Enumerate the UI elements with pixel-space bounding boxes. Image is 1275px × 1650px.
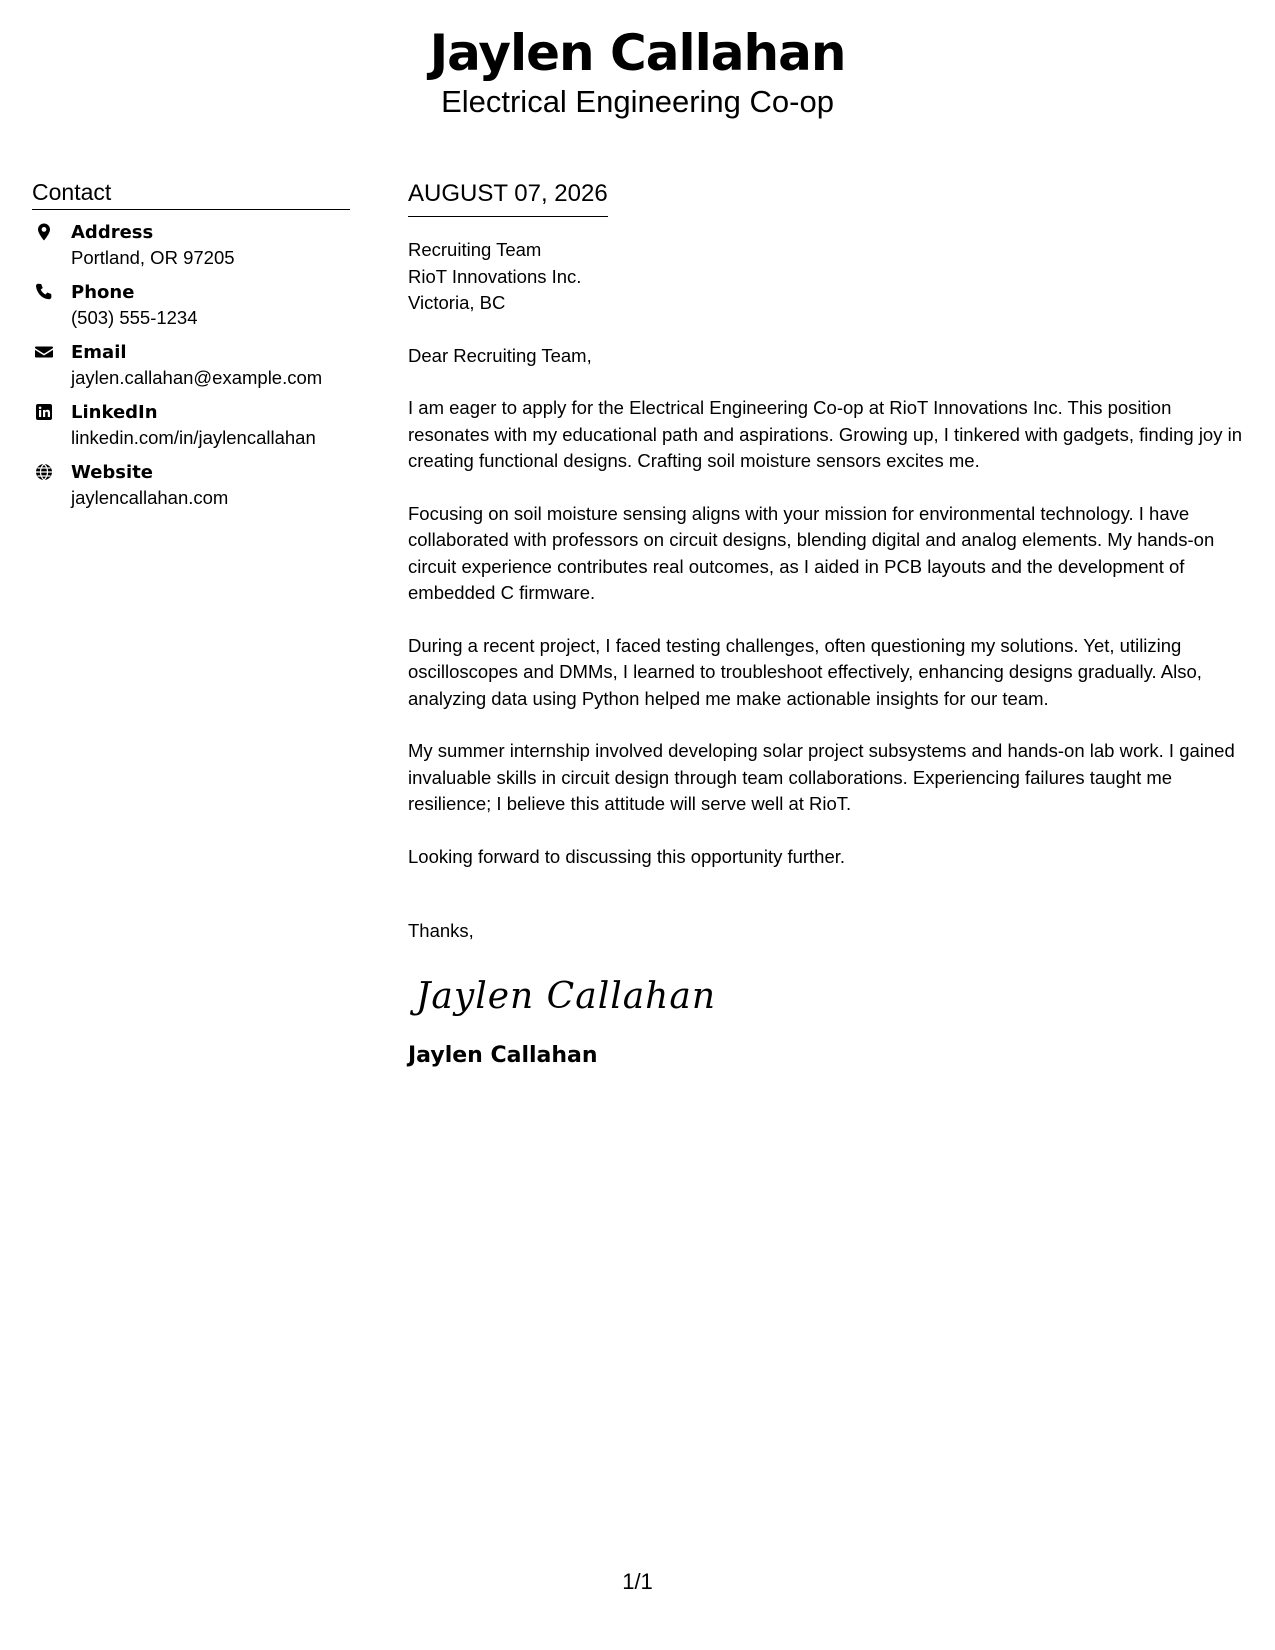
map-pin-icon bbox=[34, 222, 54, 242]
salutation: Dear Recruiting Team, bbox=[408, 344, 592, 366]
letter-paragraph: I am eager to apply for the Electrical Engineering Co-op at RioT Innovations Inc. This position resonates with my educational path and aspirations. Growing up, I tinkered with gadgets, finding joy in creating functional designs. Crafting soil moisture sensors excites me. bbox=[408, 397, 1243, 471]
email-value: jaylen.callahan@example.com bbox=[71, 367, 323, 388]
linkedin-value: linkedin.com/in/jaylencallahan bbox=[71, 427, 316, 448]
phone-icon bbox=[34, 282, 54, 302]
signer-name: Jaylen Callahan bbox=[408, 1042, 598, 1068]
contact-item-address bbox=[32, 220, 350, 270]
envelope-icon bbox=[34, 342, 54, 362]
address-label: Address bbox=[71, 222, 154, 243]
recipient-line: Victoria, BC bbox=[408, 292, 506, 313]
contact-item-phone bbox=[32, 280, 350, 330]
applicant-title: Electrical Engineering Co-op bbox=[441, 84, 834, 119]
recipient-block bbox=[408, 237, 1253, 317]
contact-sidebar bbox=[32, 177, 350, 520]
handwritten-signature: Jaylen Callahan bbox=[416, 975, 717, 1017]
letter-date: AUGUST 07, 2026 bbox=[408, 180, 608, 207]
website-label: Website bbox=[71, 462, 154, 483]
linkedin-icon bbox=[34, 402, 54, 422]
letter-paragraph: During a recent project, I faced testing challenges, often questioning my solutions. Yet, utilizing oscilloscopes and DMMs, I learned to troubleshoot effectively, enhancing designs gradually. Also, analyzing data using Python helped me make actionable insights for our team. bbox=[408, 634, 1202, 709]
date-container bbox=[408, 178, 608, 217]
contact-item-email bbox=[32, 340, 350, 390]
letter-paragraph: Focusing on soil moisture sensing aligns with your mission for environmental technology. I have collaborated with professors on circuit designs, blending digital and analog elements. My hands-on circuit experience contributes real outcomes, as I aided in PCB layouts and the development of embedded C firmware. bbox=[408, 502, 1215, 603]
letter-paragraph: My summer internship involved developing solar project subsystems and hands-on lab work. I gained invaluable skills in circuit design through team collaborations. Experiencing failures taught me resilience; I believe this attitude will serve well at RioT. bbox=[408, 740, 1235, 814]
recipient-line: RioT Innovations Inc. bbox=[408, 265, 582, 287]
contact-section-title: Contact bbox=[32, 177, 350, 210]
phone-label: Phone bbox=[71, 282, 135, 303]
recipient-line: Recruiting Team bbox=[408, 239, 542, 260]
letter-body bbox=[408, 178, 1253, 1071]
contact-item-website bbox=[32, 460, 350, 510]
letter-paragraph: Looking forward to discussing this opportunity further. bbox=[408, 845, 846, 867]
applicant-name: Jaylen Callahan bbox=[429, 24, 846, 82]
document-header bbox=[0, 22, 1275, 120]
globe-icon bbox=[34, 462, 54, 482]
linkedin-label: LinkedIn bbox=[71, 402, 158, 423]
phone-value: (503) 555-1234 bbox=[71, 307, 198, 328]
website-value: jaylencallahan.com bbox=[71, 487, 229, 508]
address-value: Portland, OR 97205 bbox=[71, 247, 235, 268]
page-number: 1/1 bbox=[622, 1569, 653, 1594]
email-label: Email bbox=[71, 342, 127, 363]
contact-item-linkedin bbox=[32, 400, 350, 450]
closing: Thanks, bbox=[408, 920, 474, 941]
